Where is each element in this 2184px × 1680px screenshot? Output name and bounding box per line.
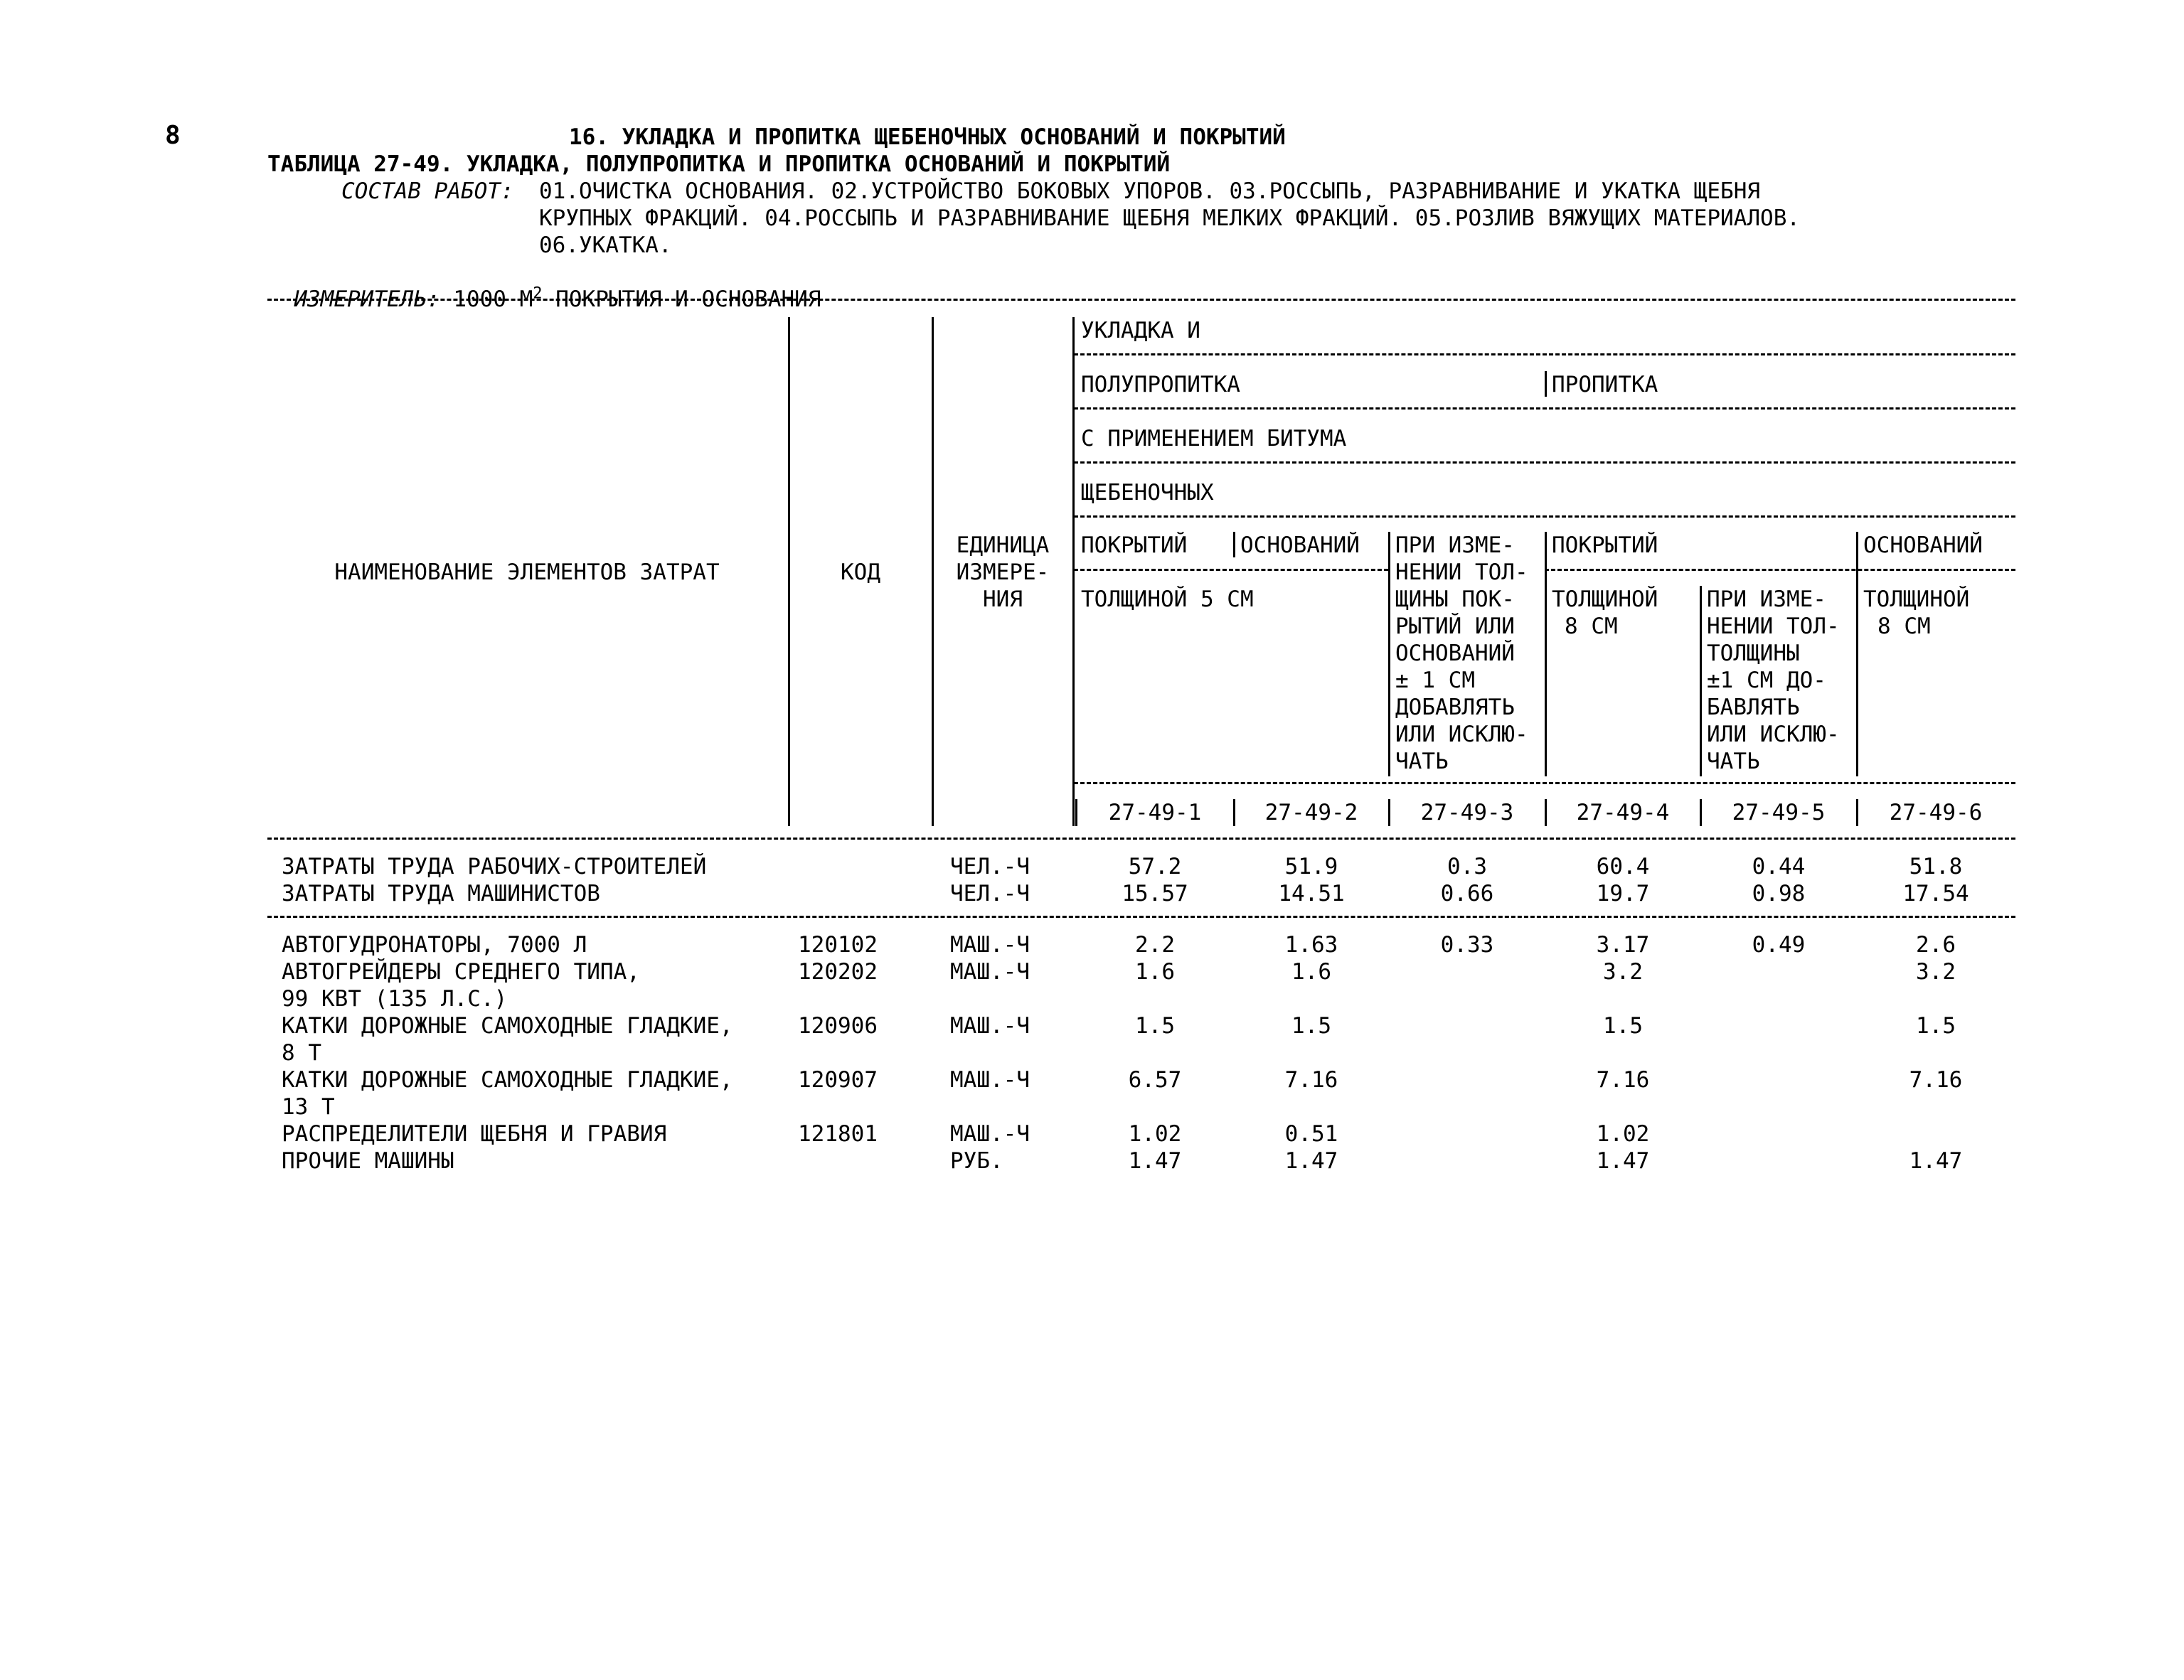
row-value: 1.5 [1291, 1013, 1331, 1039]
row-value: 1.6 [1135, 959, 1175, 985]
table-title: ТАБЛИЦА 27-49. УКЛАДКА, ПОЛУПРОПИТКА И ПРОПИТКА ОСНОВАНИЙ И ПОКРЫТИЙ [267, 151, 1171, 177]
rule-level2 [1074, 407, 2015, 410]
row-value: 1.5 [1603, 1013, 1643, 1039]
rule-labor-bottom [267, 916, 2015, 918]
row-unit: МАШ.-Ч [950, 1121, 1030, 1147]
row-name: ЗАТРАТЫ ТРУДА РАБОЧИХ-СТРОИТЕЛЕЙ [282, 854, 707, 879]
header-unit-1: ЕДИНИЦА [956, 533, 1050, 558]
row-unit: МАШ.-Ч [950, 959, 1030, 985]
row-value: 0.66 [1440, 881, 1494, 906]
header-osnovaniy-2: ОСНОВАНИЙ [1863, 533, 1983, 558]
vrule-unit-data [1072, 317, 1075, 826]
rule-sub-left [1074, 569, 1388, 571]
row-name-cont: 13 Т [282, 1094, 335, 1120]
vrule-c3-c4 [1545, 532, 1547, 776]
header-change-2-line: ИЛИ ИСКЛЮ- [1707, 722, 1840, 747]
header-name: НАИМЕНОВАНИЕ ЭЛЕМЕНТОВ ЗАТРАТ [334, 560, 720, 585]
vrule-code-4 [1545, 799, 1547, 826]
row-name: КАТКИ ДОРОЖНЫЕ САМОХОДНЫЕ ГЛАДКИЕ, [282, 1013, 733, 1039]
vrule-code-2 [1233, 799, 1235, 826]
works-line-3: 06.УКАТКА. [539, 232, 672, 258]
header-change-2-line: ТОЛЩИНЫ [1707, 641, 1800, 666]
row-value: 0.49 [1752, 932, 1806, 958]
header-change-1-line: ИЛИ ИСКЛЮ- [1395, 722, 1528, 747]
row-value: 0.98 [1752, 881, 1806, 906]
header-change-1-line: ЧАТЬ [1395, 749, 1449, 774]
row-value: 19.7 [1596, 881, 1650, 906]
row-unit: ЧЕЛ.-Ч [950, 881, 1030, 906]
header-change-2-line: ±1 СМ ДО- [1707, 668, 1826, 693]
row-value: 0.51 [1284, 1121, 1338, 1147]
header-change-2-line: ПРИ ИЗМЕ- [1707, 587, 1826, 612]
row-value: 1.02 [1596, 1121, 1650, 1147]
header-thickness-5: ТОЛЩИНОЙ 5 СМ [1081, 587, 1254, 612]
header-change-1-line: НЕНИИ ТОЛ- [1395, 560, 1528, 585]
header-level2-full: ПРОПИТКА [1552, 372, 1658, 397]
row-value: 14.51 [1278, 881, 1345, 906]
works-line-1: 01.ОЧИСТКА ОСНОВАНИЯ. 02.УСТРОЙСТВО БОКОВЫХ УПОРОВ. 03.РОССЫПЬ, РАЗРАВНИВАНИЕ И УКАТКА ЩЕБНЯ [539, 178, 1761, 204]
row-value: 7.16 [1909, 1067, 1963, 1093]
header-level1: УКЛАДКА И [1081, 318, 1200, 343]
row-code: 120102 [798, 932, 878, 958]
row-value: 7.16 [1284, 1067, 1338, 1093]
row-value: 1.47 [1596, 1148, 1650, 1174]
vrule-code-6 [1856, 799, 1858, 826]
header-level2-semi: ПОЛУПРОПИТКА [1081, 372, 1240, 397]
page-number: 8 [165, 121, 181, 150]
row-value: 0.44 [1752, 854, 1806, 879]
row-value: 6.57 [1128, 1067, 1182, 1093]
row-unit: ЧЕЛ.-Ч [950, 854, 1030, 879]
header-unit-2: ИЗМЕРЕ- [956, 560, 1050, 585]
works-line-2: КРУПНЫХ ФРАКЦИЙ. 04.РОССЫПЬ И РАЗРАВНИВАНИЕ ЩЕБНЯ МЕЛКИХ ФРАКЦИЙ. 05.РОЗЛИВ ВЯЖУЩИХ МАТЕРИАЛОВ. [539, 205, 1801, 231]
measure-value: 1000 М [453, 287, 533, 312]
header-thickness-8a-1: ТОЛЩИНОЙ [1552, 587, 1658, 612]
header-change-2-line: НЕНИИ ТОЛ- [1707, 614, 1840, 639]
vrule-code-5 [1700, 799, 1702, 826]
vrule-c5-c6 [1856, 532, 1858, 776]
row-value: 51.9 [1284, 854, 1338, 879]
row-value: 60.4 [1596, 854, 1650, 879]
row-code: 120907 [798, 1067, 878, 1093]
vrule-c1-c2 [1233, 532, 1235, 557]
section-title: 16. УКЛАДКА И ПРОПИТКА ЩЕБЕНОЧНЫХ ОСНОВАНИЙ И ПОКРЫТИЙ [569, 124, 1286, 150]
vrule-code-3 [1388, 799, 1390, 826]
row-value: 3.2 [1603, 959, 1643, 985]
vrule-c2-c3 [1388, 532, 1390, 776]
row-value: 1.63 [1284, 932, 1338, 958]
code-27-49-3: 27-49-3 [1420, 800, 1514, 825]
row-name-cont: 99 КВТ (135 Л.С.) [282, 986, 508, 1012]
rule-level4 [1074, 515, 2015, 518]
row-value: 3.17 [1596, 932, 1650, 958]
rule-sub-right [1545, 569, 2015, 571]
row-value: 0.3 [1447, 854, 1487, 879]
code-27-49-2: 27-49-2 [1264, 800, 1358, 825]
works-label: СОСТАВ РАБОТ: [341, 178, 514, 204]
measure-line [267, 259, 821, 313]
row-code: 121801 [798, 1121, 878, 1147]
row-value: 3.2 [1916, 959, 1956, 985]
row-value: 1.02 [1128, 1121, 1182, 1147]
header-level4: ЩЕБЕНОЧНЫХ [1081, 480, 1214, 505]
measure-superscript: 2 [533, 284, 543, 303]
row-name: АВТОГРЕЙДЕРЫ СРЕДНЕГО ТИПА, [282, 959, 640, 985]
code-27-49-6: 27-49-6 [1889, 800, 1983, 825]
row-value: 2.6 [1916, 932, 1956, 958]
row-value: 1.5 [1135, 1013, 1175, 1039]
row-name-cont: 8 Т [282, 1040, 321, 1066]
code-27-49-1: 27-49-1 [1108, 800, 1202, 825]
row-value: 1.47 [1909, 1148, 1963, 1174]
rule-codes [1074, 782, 2015, 784]
header-pokrytiy-2: ПОКРЫТИЙ [1552, 533, 1658, 558]
code-27-49-4: 27-49-4 [1576, 800, 1670, 825]
code-27-49-5: 27-49-5 [1732, 800, 1826, 825]
rule-level3 [1074, 461, 2015, 464]
row-unit: МАШ.-Ч [950, 1067, 1030, 1093]
header-change-1-line: РЫТИЙ ИЛИ [1395, 614, 1515, 639]
header-change-1-line: ДОБАВЛЯТЬ [1395, 695, 1515, 720]
rule-top [267, 299, 2015, 301]
row-value: 1.6 [1291, 959, 1331, 985]
header-change-1-line: ЩИНЫ ПОК- [1395, 587, 1515, 612]
vrule-level2 [1545, 371, 1547, 397]
row-value: 57.2 [1128, 854, 1182, 879]
row-unit: МАШ.-Ч [950, 1013, 1030, 1039]
row-name: РАСПРЕДЕЛИТЕЛИ ЩЕБНЯ И ГРАВИЯ [282, 1121, 667, 1147]
header-level3: С ПРИМЕНЕНИЕМ БИТУМА [1081, 426, 1347, 451]
row-value: 2.2 [1135, 932, 1175, 958]
rule-level1 [1074, 353, 2015, 355]
header-change-1-line: ОСНОВАНИЙ [1395, 641, 1515, 666]
measure-rest: ПОКРЫТИЯ И ОСНОВАНИЯ [542, 287, 821, 312]
row-value: 17.54 [1902, 881, 1969, 906]
header-thickness-8a-2: 8 СМ [1565, 614, 1618, 639]
header-unit-3: НИЯ [983, 587, 1023, 612]
header-osnovaniy-1: ОСНОВАНИЙ [1240, 533, 1360, 558]
row-value: 1.5 [1916, 1013, 1956, 1039]
row-unit: МАШ.-Ч [950, 932, 1030, 958]
header-change-1-line: ПРИ ИЗМЕ- [1395, 533, 1515, 558]
row-value: 7.16 [1596, 1067, 1650, 1093]
header-pokrytiy-1: ПОКРЫТИЙ [1081, 533, 1188, 558]
row-code: 120202 [798, 959, 878, 985]
row-name: КАТКИ ДОРОЖНЫЕ САМОХОДНЫЕ ГЛАДКИЕ, [282, 1067, 733, 1093]
row-value: 0.33 [1440, 932, 1494, 958]
header-code: КОД [841, 560, 880, 585]
row-value: 1.47 [1284, 1148, 1338, 1174]
header-thickness-8b-1: ТОЛЩИНОЙ [1863, 587, 1970, 612]
row-name: ЗАТРАТЫ ТРУДА МАШИНИСТОВ [282, 881, 600, 906]
row-name: АВТОГУДРОНАТОРЫ, 7000 Л [282, 932, 587, 958]
measure-label: ИЗМЕРИТЕЛЬ: [294, 287, 440, 312]
vrule-code-1 [1075, 799, 1077, 826]
row-name: ПРОЧИЕ МАШИНЫ [282, 1148, 454, 1174]
vrule-c4-c5 [1700, 586, 1702, 776]
row-unit: РУБ. [950, 1148, 1003, 1174]
rule-header-bottom [267, 838, 2015, 840]
row-value: 15.57 [1122, 881, 1188, 906]
row-code: 120906 [798, 1013, 878, 1039]
header-thickness-8b-2: 8 СМ [1877, 614, 1931, 639]
row-value: 51.8 [1909, 854, 1963, 879]
header-change-2-line: ЧАТЬ [1707, 749, 1760, 774]
header-change-2-line: БАВЛЯТЬ [1707, 695, 1800, 720]
header-change-1-line: ± 1 СМ [1395, 668, 1475, 693]
row-value: 1.47 [1128, 1148, 1182, 1174]
